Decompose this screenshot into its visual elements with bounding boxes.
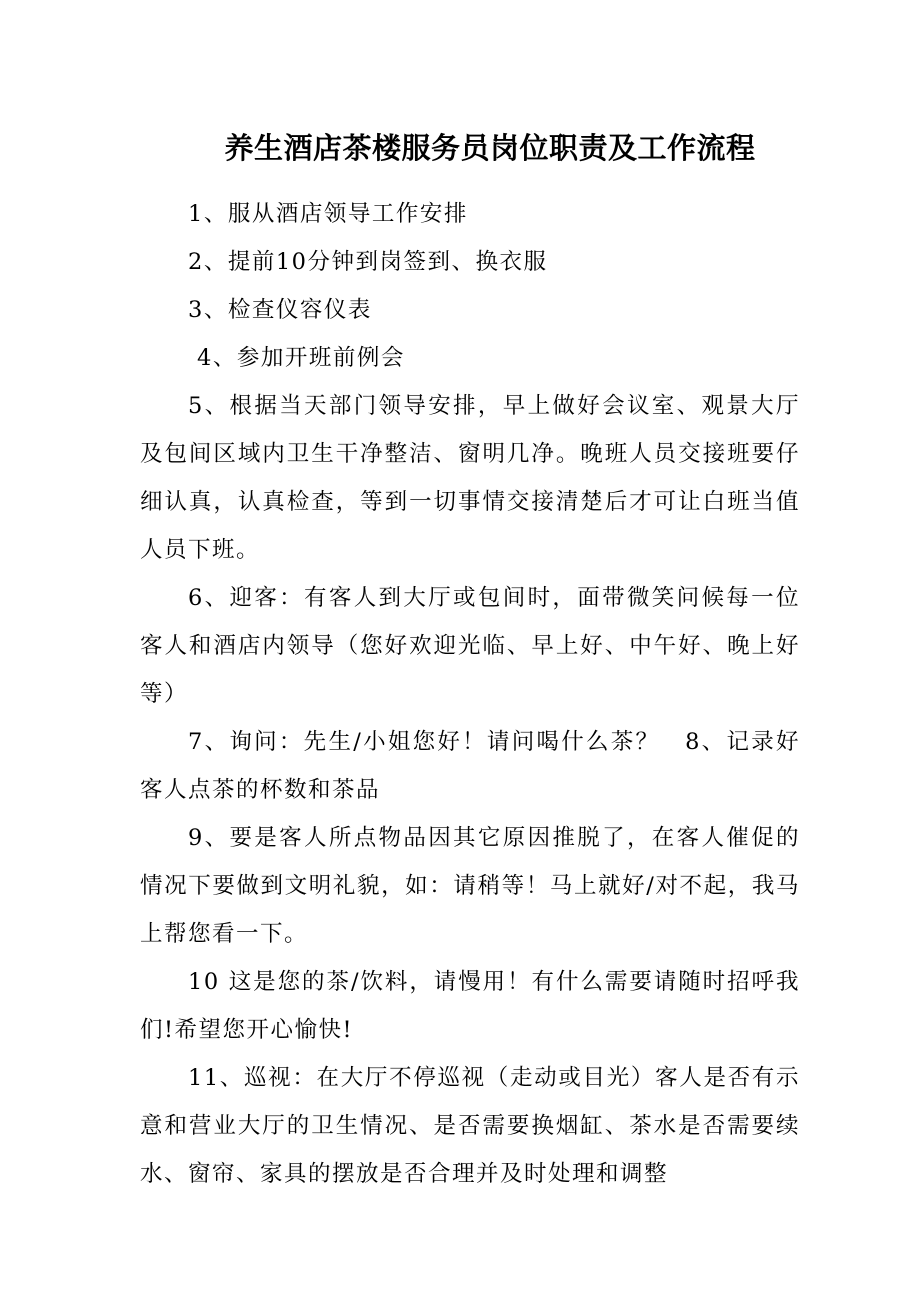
paragraph-5: 5、根据当天部门领导安排，早上做好会议室、观景大厅及包间区域内卫生干净整洁、窗明几净。晚班人员交接班要仔细认真，认真检查，等到一切事情交接清楚后才可让白班当值人员下班。	[140, 393, 800, 563]
paragraph-9: 10 这是您的茶/饮料，请慢用！有什么需要请随时招呼我们!希望您开心愉快!	[140, 969, 800, 1043]
paragraph-3: 3、检查仪容仪表	[188, 297, 372, 323]
paragraph-7: 7、询问：先生/小姐您好！请问喝什么茶？ 8、记录好客人点茶的杯数和茶品	[140, 729, 800, 803]
paragraph-8: 9、要是客人所点物品因其它原因推脱了，在客人催促的情况下要做到文明礼貌，如：请稍等！马上就好/对不起，我马上帮您看一下。	[140, 825, 800, 947]
paragraph-2: 2、提前10分钟到岗签到、换衣服	[188, 249, 548, 275]
paragraph-4: 4、参加开班前例会	[197, 345, 405, 371]
paragraph-10: 11、巡视：在大厅不停巡视（走动或目光）客人是否有示意和营业大厅的卫生情况、是否需要换烟缸、茶水是否需要续水、窗帘、家具的摆放是否合理并及时处理和调整	[140, 1065, 800, 1187]
document-title: 养生酒店茶楼服务员岗位职责及工作流程	[224, 131, 756, 165]
document-body	[140, 190, 800, 1198]
paragraph-1: 1、服从酒店领导工作安排	[188, 201, 468, 227]
paragraph-6: 6、迎客：有客人到大厅或包间时，面带微笑问候每一位客人和酒店内领导（您好欢迎光临、早上好、中午好、晚上好等）	[140, 585, 800, 707]
